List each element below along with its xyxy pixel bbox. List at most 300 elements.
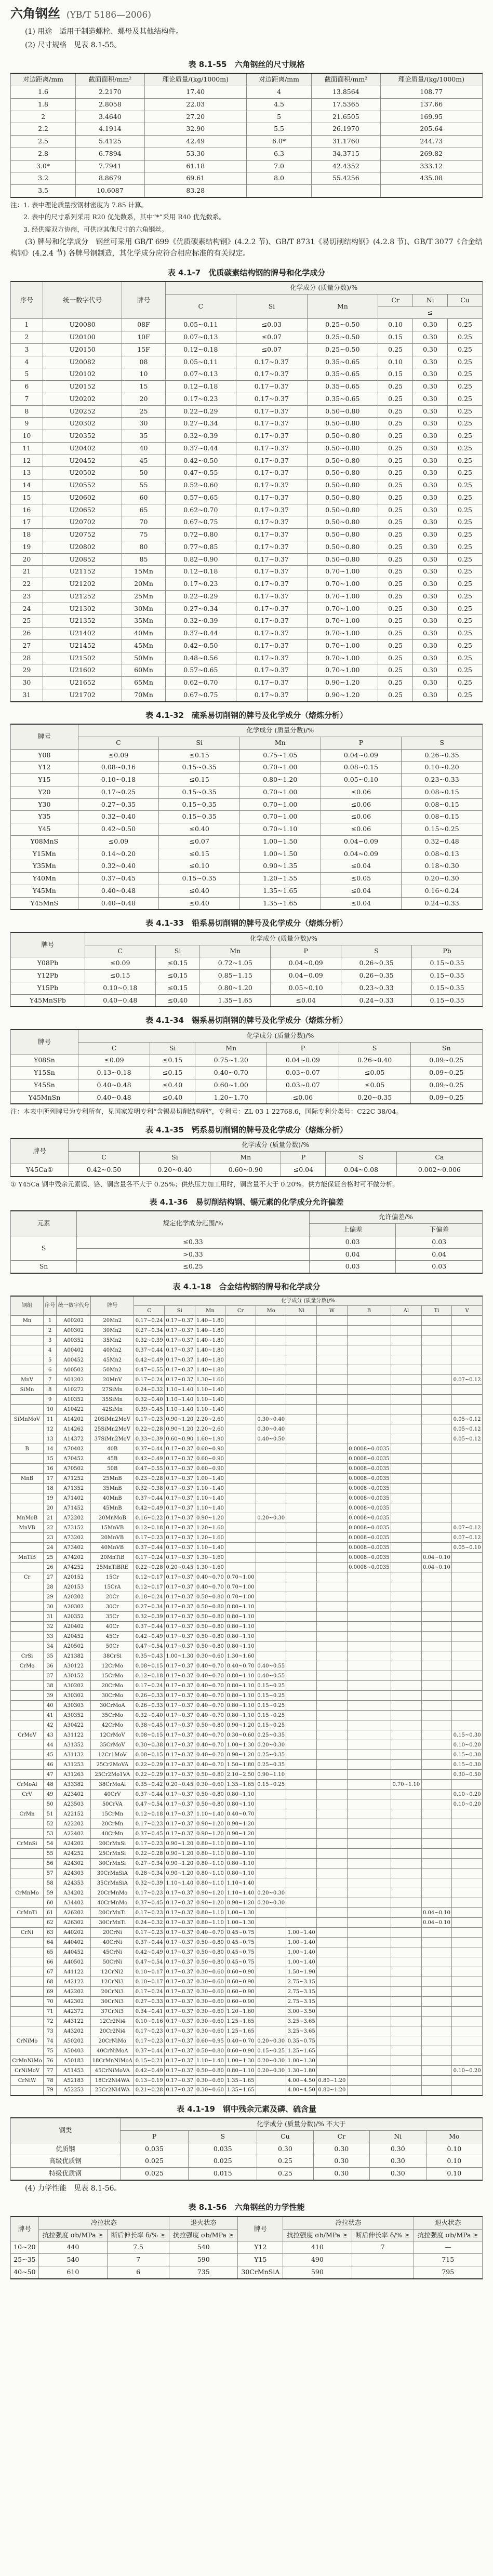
table-row <box>11 1582 483 1592</box>
table-cell: 0.25~0.50 <box>307 319 378 331</box>
table-cell: 40CrNiMoA <box>91 2046 134 2056</box>
table-cell: 0.60~0.90 <box>195 1454 225 1464</box>
table-cell <box>286 1878 317 1888</box>
table-cell: U20602 <box>43 491 122 504</box>
table-cell: 0.20~0.45 <box>165 1780 195 1790</box>
table-cell <box>256 1345 286 1355</box>
table-cell <box>286 1602 317 1612</box>
table-cell <box>391 1661 422 1671</box>
table-cell: 0.17~0.37 <box>165 1740 195 1750</box>
table-cell: MnB <box>11 1474 44 1484</box>
table-cell: 0.33~0.39 <box>134 1434 165 1444</box>
column-header: Mo <box>256 1306 286 1316</box>
table-cell: Y15 <box>238 2254 283 2266</box>
table-cell <box>256 1987 286 1997</box>
table-row <box>11 504 483 516</box>
table-cell <box>421 1681 452 1691</box>
table-cell <box>452 1641 483 1651</box>
table-cell: 53.30 <box>144 148 246 160</box>
table-cell: 24 <box>44 1543 57 1553</box>
table-cell: 0.24~0.33 <box>402 897 483 910</box>
table-cell <box>391 1622 422 1632</box>
table-cell: 73 <box>44 2026 57 2036</box>
table-cell <box>11 1345 44 1355</box>
table-row <box>11 541 483 553</box>
table-cell: U21352 <box>43 615 122 628</box>
table-cell: 76 <box>44 2056 57 2066</box>
table-cell <box>317 1493 348 1503</box>
table-cell <box>317 1938 348 1947</box>
table-row <box>11 786 483 798</box>
table-cell: CrMnSi <box>11 1839 44 1849</box>
table-cell: 1.00~1.40 <box>286 1928 317 1938</box>
table-cell <box>317 1444 348 1454</box>
table-cell: A30122 <box>57 1661 91 1671</box>
table-cell <box>225 1484 256 1493</box>
table-cell <box>317 1572 348 1582</box>
table-cell: 0.50~0.80 <box>307 405 378 418</box>
table-cell <box>421 1780 452 1790</box>
table-cell <box>286 1424 317 1434</box>
table-cell <box>286 1395 317 1405</box>
table-cell: 0.05~0.12 <box>452 1424 483 1434</box>
table-cell: 15Mn <box>122 566 165 578</box>
table-cell: 4.00~4.50 <box>286 2086 317 2095</box>
table-cell: 16 <box>44 1464 57 1474</box>
table-cell: 0.60~0.90 <box>225 1987 256 1997</box>
table-cell: 0.90~1.20 <box>165 1859 195 1868</box>
table-cell <box>256 1957 286 1967</box>
table-cell <box>317 1918 348 1928</box>
table-cell <box>391 1543 422 1553</box>
table-cell: 0.37~0.44 <box>134 1493 165 1503</box>
table-cell: A10422 <box>57 1405 91 1414</box>
table-cell: 1.35~1.65 <box>225 2086 256 2095</box>
table-cell: 0.25 <box>448 405 483 418</box>
table-cell <box>391 1345 422 1355</box>
table-cell: 39 <box>44 1691 57 1701</box>
table-cell: 0.17~0.37 <box>165 1632 195 1641</box>
table-header-row <box>11 73 483 86</box>
table-cell: 20Mn2 <box>91 1316 134 1326</box>
table-cell: 0.50~0.80 <box>195 1592 225 1602</box>
column-header: P <box>321 737 402 749</box>
table-cell <box>286 1720 317 1730</box>
table-cell: 12 <box>11 455 43 467</box>
table-cell: 0.15~0.25 <box>256 1691 286 1701</box>
table-row <box>11 1849 483 1859</box>
column-header: 牌号 <box>11 1139 69 1164</box>
column-header: 统一数字代号 <box>57 1296 91 1316</box>
table-cell <box>11 1898 44 1908</box>
table-cell: 0.17~0.24 <box>134 1316 165 1326</box>
table-cell: 3 <box>11 343 43 356</box>
table-cell: 1.00~1.40 <box>195 1474 225 1484</box>
table-cell <box>256 1997 286 2007</box>
table-row <box>11 86 483 99</box>
table-cell: Y12 <box>11 762 78 774</box>
table-row <box>11 185 483 197</box>
table-cell: 0.10~0.20 <box>452 1740 483 1750</box>
table-cell: 0.25 <box>378 689 413 701</box>
table-cell: 0.25 <box>448 664 483 677</box>
element-header: Cu <box>448 294 483 306</box>
table-cell <box>225 1513 256 1523</box>
table-cell <box>317 1622 348 1632</box>
table-cell: 0.70~1.00 <box>239 798 321 811</box>
table-cell: 0.25 <box>448 590 483 603</box>
table-cell: 0.17~0.37 <box>165 1661 195 1671</box>
table-cell <box>421 1582 452 1592</box>
table-cell: 0.05~0.10 <box>271 982 341 994</box>
table-cell: 0.77~0.85 <box>165 541 236 553</box>
table-cell: 40B <box>91 1444 134 1454</box>
table-cell <box>11 1543 44 1553</box>
table-header-row <box>11 1030 483 1042</box>
table-cell: 3.25~3.65 <box>286 2026 317 2036</box>
table-cell: A10272 <box>57 1385 91 1395</box>
table-cell: A71452 <box>57 1503 91 1513</box>
table-cell: 0.25 <box>448 677 483 689</box>
table-cell <box>391 1859 422 1868</box>
table-cell: 19 <box>44 1493 57 1503</box>
table-cell <box>421 1375 452 1385</box>
table-cell <box>317 1947 348 1957</box>
table-cell <box>286 1681 317 1691</box>
table-cell: 795 <box>414 2266 482 2278</box>
table-cell: 0.04~0.09 <box>321 749 402 762</box>
table-cell <box>256 1484 286 1493</box>
table-cell: 18 <box>44 1484 57 1493</box>
table-row <box>11 1671 483 1681</box>
column-header: 序号 <box>44 1296 57 1316</box>
table-cell <box>391 1839 422 1849</box>
table-cell: 0.035 <box>189 2143 257 2155</box>
table-cell: SiMnMoV <box>11 1414 44 1424</box>
table-cell <box>391 1720 422 1730</box>
table-cell <box>391 1563 422 1572</box>
col-header-cold-drawn: 冷拉状态 <box>38 2217 169 2229</box>
table-row <box>11 1572 483 1582</box>
table-cell <box>452 1365 483 1375</box>
table-cell <box>421 1513 452 1523</box>
table-cell <box>452 1711 483 1720</box>
table-cell: 0.04~0.10 <box>421 1563 452 1572</box>
table-cell: 65 <box>122 504 165 516</box>
column-header: P <box>120 2130 189 2143</box>
column-header: C <box>85 945 155 957</box>
table-cell: 32 <box>44 1622 57 1632</box>
page-title: 六角钢丝 <box>10 6 60 21</box>
table-cell: 0.17~0.37 <box>165 2007 195 2017</box>
table-cell <box>452 1582 483 1592</box>
table-cell: 0.90~1.20 <box>195 1819 225 1829</box>
table-cell <box>421 1661 452 1671</box>
table-cell: 0.18~0.30 <box>402 860 483 873</box>
table-cell: 0.08~0.16 <box>78 762 159 774</box>
table-row <box>11 1987 483 1997</box>
table-cell: 1.00~1.30 <box>225 1740 256 1750</box>
table-row <box>11 2168 483 2180</box>
table-cell: 0.37~0.45 <box>134 1898 165 1908</box>
table-cell: A40202 <box>57 1928 91 1938</box>
table-cell <box>256 1336 286 1345</box>
table-cell <box>391 2056 422 2066</box>
table-cell <box>317 1868 348 1878</box>
table-cell: 25Mn <box>122 590 165 603</box>
table-cell <box>11 1720 44 1730</box>
table-cell: 30 <box>11 677 43 689</box>
table-cell: 7.5 <box>108 2241 169 2254</box>
table-cell: 0.15~0.25 <box>256 1701 286 1711</box>
table-cell: 0.30 <box>413 652 448 664</box>
table-cell: 高级优质钢 <box>11 2155 121 2168</box>
table-cell <box>421 1395 452 1405</box>
table-cell: 0.40~0.48 <box>78 1091 150 1104</box>
table-cell <box>256 2007 286 2017</box>
table-cell: A24252 <box>57 1849 91 1859</box>
table-cell <box>452 1947 483 1957</box>
table-cell <box>347 1760 391 1770</box>
table-cell: CrMnTi <box>11 1908 44 1918</box>
table-cell: 0.26~0.33 <box>134 1691 165 1701</box>
table-cell: 0.32~0.38 <box>134 1484 165 1493</box>
table-cell: 0.04~0.09 <box>321 835 402 848</box>
table-row <box>11 1164 483 1176</box>
table-cell <box>347 1928 391 1938</box>
table-cell <box>391 1632 422 1641</box>
table-cell: 0.17~0.23 <box>134 1839 165 1849</box>
table-cell: 0.15~0.35 <box>412 982 483 994</box>
table-cell: 0.30 <box>257 2143 313 2155</box>
table-cell: 17.5365 <box>312 98 380 111</box>
table-cell <box>256 2026 286 2036</box>
table-cell: 0.15~0.35 <box>412 970 483 982</box>
table-cell: 0.25 <box>257 2168 313 2180</box>
table-cell <box>347 1947 391 1957</box>
table-cell: 0.40~0.70 <box>195 1711 225 1720</box>
table-cell: A24202 <box>57 1839 91 1849</box>
table-cell: 55.4256 <box>312 172 380 185</box>
table-cell: 5.4125 <box>76 136 144 148</box>
table-cell: 2.8058 <box>76 98 144 111</box>
table-cell <box>225 1365 256 1375</box>
table-cell: 20Cr <box>91 1592 134 1602</box>
table-cell: Sn <box>11 1261 77 1273</box>
table-cell: 45Mn2 <box>91 1355 134 1365</box>
table-header-row <box>11 282 483 294</box>
table-cell: 62 <box>44 1918 57 1928</box>
table-cell: 1.35~1.65 <box>239 897 321 910</box>
table-cell: 0.52~0.60 <box>165 479 236 492</box>
table-cell: 0.80~1.10 <box>225 1711 256 1720</box>
table-cell: 11 <box>44 1414 57 1424</box>
table-row <box>11 430 483 443</box>
column-header: S <box>326 1152 396 1164</box>
table-cell <box>256 1355 286 1365</box>
table-cell: CrNiMo <box>11 2036 44 2046</box>
table-cell: A10352 <box>57 1395 91 1405</box>
table-cell: 22 <box>44 1523 57 1533</box>
table-cell: Y40Mn <box>11 873 78 885</box>
table-cell <box>421 2026 452 2036</box>
intro-usage: (1) 用途 适用于制造螺栓、螺母及其他结构件。 <box>25 28 183 36</box>
table-cell: 0.17~0.37 <box>165 1987 195 1997</box>
table-cell <box>11 1938 44 1947</box>
table-cell: 0.26~0.35 <box>341 957 412 970</box>
table-cell: 0.25 <box>448 628 483 640</box>
table-cell: 35Mn <box>122 615 165 628</box>
table-cell <box>317 1701 348 1711</box>
table-cell <box>347 1839 391 1849</box>
table-cell <box>317 2026 348 2036</box>
column-header: Ti <box>421 1306 452 1316</box>
table-cell: 58 <box>44 1878 57 1888</box>
table-cell: 20CrNiMo <box>91 2036 134 2046</box>
table-cell: Y15Pb <box>11 982 85 994</box>
table-cell: 2 <box>44 1326 57 1336</box>
composition-group-header: 化学成分 (质量分数)/% <box>134 1296 483 1306</box>
table-cell: 0.60~0.90 <box>210 1164 281 1176</box>
table-cell <box>391 1997 422 2007</box>
table-cell: 0.25 <box>448 356 483 368</box>
table-cell <box>317 1819 348 1829</box>
table-cell: 20MnV <box>91 1375 134 1385</box>
table-cell: 35 <box>122 430 165 443</box>
table-cell: 0.70~1.10 <box>239 823 321 836</box>
table-cell <box>452 1345 483 1355</box>
table-row <box>11 2026 483 2036</box>
table-row <box>11 1730 483 1740</box>
table-cell <box>286 1513 317 1523</box>
table-row <box>11 823 483 836</box>
table-cell: 0.90~1.20 <box>225 1819 256 1829</box>
table-row <box>11 1543 483 1553</box>
table-cell <box>347 1720 391 1730</box>
table-row <box>11 1918 483 1928</box>
table-cell: 1.00~1.40 <box>286 1957 317 1967</box>
table-cell: 0.0008~0.0035 <box>347 1454 391 1464</box>
table-cell <box>256 1839 286 1849</box>
table-header-row <box>11 724 483 737</box>
table-cell <box>347 2076 391 2086</box>
table-cell <box>452 1612 483 1622</box>
table-cell: 0.30 <box>413 442 448 455</box>
table-cell: U20352 <box>43 430 122 443</box>
table-cell <box>452 1691 483 1701</box>
table-cell: 50 <box>122 467 165 479</box>
table-cell <box>452 1977 483 1987</box>
table-cell <box>286 1809 317 1819</box>
table-row <box>11 603 483 615</box>
table-row <box>11 516 483 529</box>
table-4-1-35-caption: 表 4.1-35 钙系易切削钢的牌号及化学成分（熔炼分析） <box>145 1125 348 1134</box>
table-cell <box>452 1938 483 1947</box>
table-cell: 0.90~1.20 <box>165 1849 195 1859</box>
table-cell: 8.0 <box>246 172 311 185</box>
table-cell: 27 <box>11 639 43 652</box>
table-cell: 0.30 <box>413 418 448 430</box>
table-cell: 50Cr <box>91 1641 134 1651</box>
table-cell <box>286 1849 317 1859</box>
table-row <box>11 1261 483 1273</box>
table-cell <box>452 1553 483 1563</box>
table-cell <box>452 1839 483 1849</box>
table-cell <box>286 1454 317 1464</box>
table-cell: 0.25 <box>378 541 413 553</box>
table-cell: 0.35~0.65 <box>307 393 378 405</box>
table-cell: ≤0.40 <box>155 994 200 1007</box>
table-cell: 0.17~0.37 <box>165 1720 195 1730</box>
table-row <box>11 1563 483 1572</box>
table-cell: 0.03 <box>309 1236 396 1248</box>
table-cell <box>421 1987 452 1997</box>
table-cell <box>317 2036 348 2046</box>
table-cell: 0.17~0.23 <box>134 1819 165 1829</box>
table-cell: 68 <box>44 1977 57 1987</box>
table-cell <box>391 1464 422 1474</box>
table-cell: 0.30 <box>413 430 448 443</box>
table-cell: 0.17~0.37 <box>165 1829 195 1839</box>
table-cell: 0.17~0.37 <box>165 1612 195 1622</box>
table-cell: 14 <box>11 479 43 492</box>
table-cell: 8 <box>44 1385 57 1395</box>
table-cell: A20302 <box>57 1602 91 1612</box>
table-cell <box>347 1967 391 1977</box>
table-cell <box>391 1849 422 1859</box>
table-cell <box>317 1997 348 2007</box>
table-cell: 0.17~0.37 <box>236 615 308 628</box>
column-header: Mn <box>200 945 271 957</box>
column-header: Si <box>155 945 200 957</box>
table-cell <box>452 1888 483 1898</box>
table-cell <box>347 2086 391 2095</box>
table-cell: 0.04~0.09 <box>267 1055 339 1067</box>
table-cell: 0.37~0.44 <box>134 1790 165 1799</box>
table-cell: A50183 <box>57 2056 91 2066</box>
table-cell <box>11 1336 44 1345</box>
table-cell <box>347 1740 391 1750</box>
table-row <box>11 2076 483 2086</box>
table-cell: 0.04~0.09 <box>271 970 341 982</box>
table-cell: 0.42~0.50 <box>78 823 159 836</box>
table-cell: 0.47~0.55 <box>134 1365 165 1375</box>
column-header: Mn <box>210 1152 281 1164</box>
table-cell: A34402 <box>57 1898 91 1908</box>
table-cell <box>286 1326 317 1336</box>
table-cell: 1.00~1.40 <box>286 1938 317 1947</box>
table-cell <box>391 1730 422 1740</box>
table-cell: SiMn <box>11 1385 44 1395</box>
table-cell: 0.10~0.20 <box>452 2066 483 2076</box>
table-cell: 38CrMoAl <box>91 1780 134 1790</box>
table-cell: 30CrNi3 <box>91 1997 134 2007</box>
table-cell <box>347 1868 391 1878</box>
table-row <box>11 1079 483 1091</box>
tin-free-cutting-table <box>10 1029 483 1105</box>
table-cell: 0.08~0.13 <box>402 848 483 860</box>
table-cell <box>421 1602 452 1612</box>
table-cell <box>421 1385 452 1395</box>
table-cell <box>347 1829 391 1839</box>
table-cell: 0.15~0.25 <box>402 823 483 836</box>
table-row <box>11 1055 483 1067</box>
table-cell: 0.07~0.12 <box>452 1523 483 1533</box>
table-row <box>11 578 483 591</box>
table-cell <box>317 1523 348 1533</box>
table-cell: 0.40~0.70 <box>225 1661 256 1671</box>
table-cell: 0.30 <box>413 553 448 566</box>
